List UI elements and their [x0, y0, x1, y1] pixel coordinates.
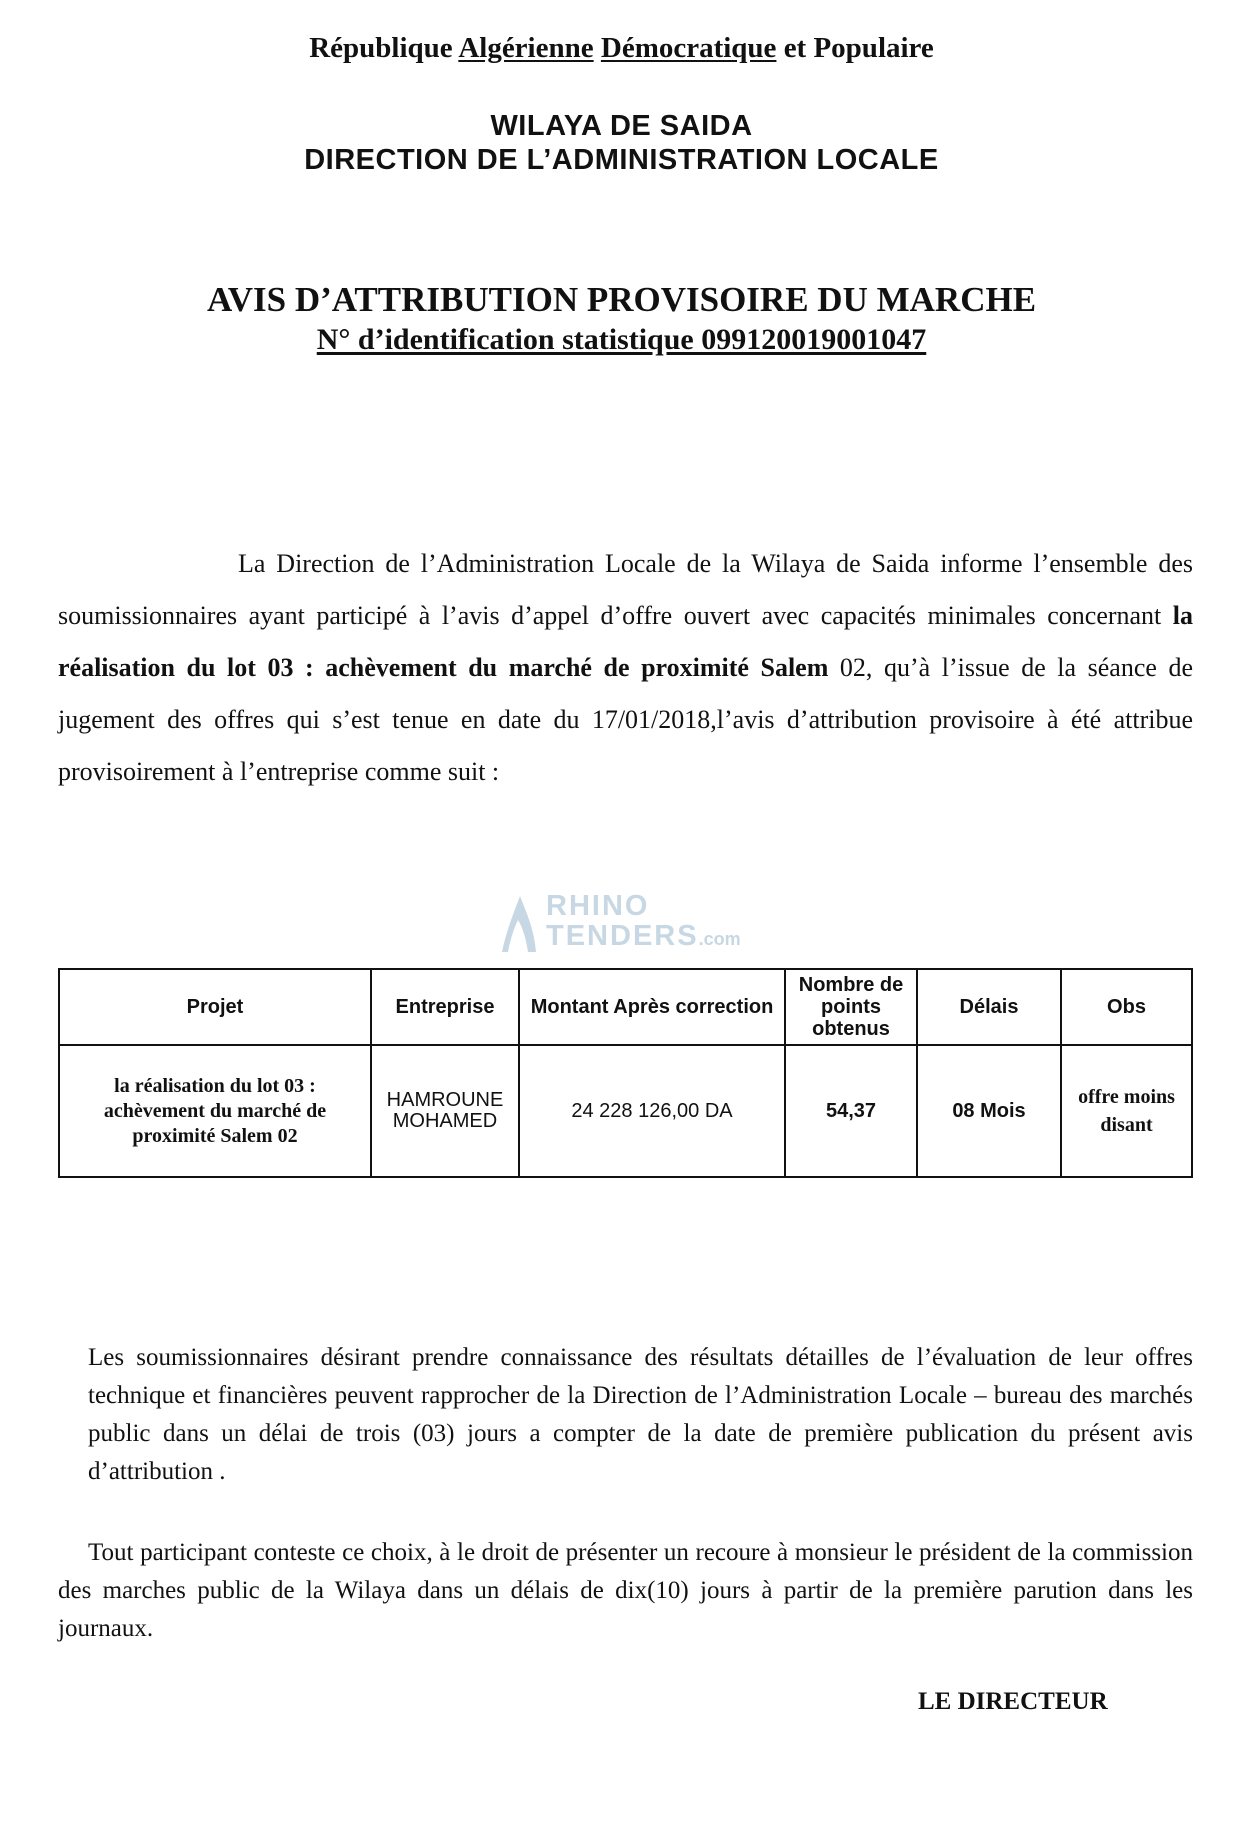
attribution-table	[58, 968, 1193, 1178]
direction-heading: DIRECTION DE L’ADMINISTRATION LOCALE	[304, 144, 939, 176]
watermark-suffix: .com	[698, 929, 741, 949]
watermark-line1: RHINO	[546, 890, 650, 922]
watermark-line2	[546, 920, 741, 953]
republic-heading-part: République	[309, 32, 459, 64]
watermark-tenders: TENDERS	[546, 920, 699, 952]
header-montant: Montant Après correction	[519, 969, 785, 1045]
cell-obs: offre moins disant	[1061, 1045, 1192, 1177]
header-projet: Projet	[59, 969, 371, 1045]
rhino-horn-icon	[500, 894, 540, 956]
watermark	[500, 890, 760, 960]
cell-delais: 08 Mois	[917, 1045, 1061, 1177]
results-paragraph: Les soumissionnaires désirant prendre connaissance des résultats détailles de l’évaluation de leur offres technique et financières peuvent rapprocher de la Direction de l’Administration Locale – bureau des marchés public dans un délai de trois (03) jours a compter de la date de première publication du présent avis d’attribution .	[88, 1344, 1193, 1485]
cell-montant: 24 228 126,00 DA	[519, 1045, 785, 1177]
header-obs: Obs	[1061, 969, 1192, 1045]
statistical-id: N° d’identification statistique 099120019001047	[316, 323, 927, 356]
republic-heading-underlined: Algérienne	[458, 32, 594, 64]
table-row	[59, 1045, 1192, 1177]
intro-text-end: 02, qu’à l’issue de la séance de jugement des offres qui s’est tenue en date du 17/01/2018,l’avis d’attribution provisoire à été attribue provisoirement à l’entreprise comme suit :	[58, 653, 1194, 786]
appeal-paragraph: Tout participant conteste ce choix, à le droit de présenter un recoure à monsieur le président de la commission des marches public de la Wilaya dans un délais de dix(10) jours à partir de la première parution dans les journaux.	[58, 1539, 1193, 1642]
intro-text: La Direction de l’Administration Locale de la Wilaya de Saida informe l’ensemble des soumissionnaires ayant participé à l’avis d’appel d’offre ouvert avec capacités minimales concernant	[58, 549, 1193, 630]
republic-heading-underlined: Démocratique	[600, 32, 777, 64]
notice-title: AVIS D’ATTRIBUTION PROVISOIRE DU MARCHE	[206, 280, 1037, 319]
cell-projet: la réalisation du lot 03 : achèvement du marché de proximité Salem 02	[59, 1045, 371, 1177]
table-header-row	[59, 969, 1192, 1045]
republic-heading	[0, 32, 1243, 65]
intro-project-bold: la réalisation du lot 03 : achèvement du marché de proximité Salem	[58, 601, 1193, 682]
header-entreprise: Entreprise	[371, 969, 519, 1045]
intro-paragraph	[58, 538, 1193, 798]
header-points: Nombre de points obtenus	[785, 969, 917, 1045]
wilaya-heading: WILAYA DE SAIDA	[490, 110, 753, 142]
header-delais: Délais	[917, 969, 1061, 1045]
signature: LE DIRECTEUR	[918, 1688, 1108, 1715]
cell-entreprise: HAMROUNE MOHAMED	[371, 1045, 519, 1177]
cell-points: 54,37	[785, 1045, 917, 1177]
republic-heading-part: et Populaire	[776, 32, 934, 64]
republic-heading-part	[594, 32, 601, 64]
